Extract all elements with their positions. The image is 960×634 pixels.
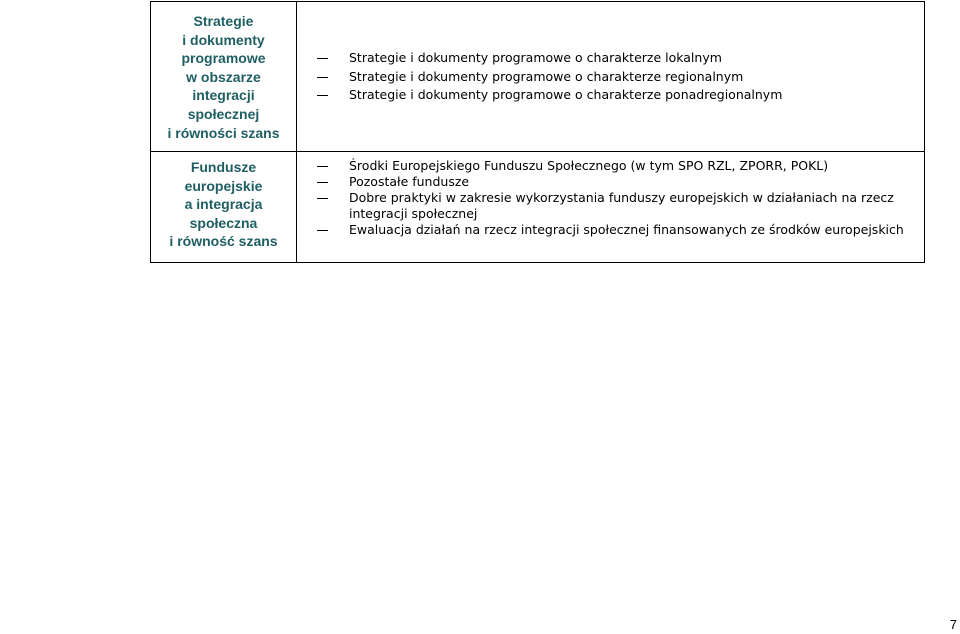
dash-bullet-icon bbox=[317, 77, 328, 78]
page-number: 7 bbox=[949, 617, 957, 632]
row-items-cell bbox=[297, 152, 925, 263]
heading-line: i równość szans bbox=[169, 233, 278, 250]
heading-line: europejskie bbox=[184, 177, 263, 194]
row-heading-strategies bbox=[151, 2, 296, 142]
row-heading-eu-funds bbox=[151, 152, 296, 251]
list-item bbox=[297, 68, 918, 87]
list-item-text: Strategie i dokumenty programowe o charakterze lokalnym bbox=[349, 50, 722, 65]
eu-funds-list bbox=[297, 152, 924, 238]
list-item-text: Dobre praktyki w zakresie wykorzystania funduszy europejskich w działaniach na rzecz integracji społecznej bbox=[349, 190, 894, 221]
heading-line: i dokumenty bbox=[182, 31, 265, 48]
row-heading-cell bbox=[151, 2, 297, 152]
row-heading-cell bbox=[151, 152, 297, 263]
heading-line: Fundusze bbox=[190, 159, 257, 175]
heading-line: społecznej bbox=[187, 105, 260, 122]
dash-bullet-icon bbox=[317, 166, 328, 167]
list-item bbox=[297, 86, 918, 105]
list-item bbox=[297, 174, 918, 190]
list-item-text: Pozostałe fundusze bbox=[349, 174, 470, 189]
dash-bullet-icon bbox=[317, 95, 328, 96]
table-row bbox=[151, 2, 925, 152]
strategies-list bbox=[297, 2, 924, 105]
row-items-cell bbox=[297, 2, 925, 152]
heading-line: społeczna bbox=[189, 214, 258, 231]
list-item bbox=[297, 222, 918, 238]
table-row bbox=[151, 152, 925, 263]
dash-bullet-icon bbox=[317, 58, 328, 59]
list-item bbox=[297, 190, 918, 222]
heading-line: w obszarze bbox=[186, 68, 261, 85]
list-item-text: Ewaluacja działań na rzecz integracji społecznej finansowanych ze środków europejskich bbox=[349, 222, 904, 237]
heading-line: integracji bbox=[192, 87, 255, 104]
list-item-text: Strategie i dokumenty programowe o charakterze regionalnym bbox=[349, 68, 744, 84]
heading-line: i równości szans bbox=[167, 124, 280, 141]
dash-bullet-icon bbox=[317, 182, 328, 183]
heading-line: programowe bbox=[181, 50, 266, 67]
list-item-text: Strategie i dokumenty programowe o charakterze ponadregionalnym bbox=[349, 87, 783, 102]
list-item-text: Środki Europejskiego Funduszu Społecznego (w tym SPO RZL, ZPORR, POKL) bbox=[349, 158, 829, 173]
dash-bullet-icon bbox=[317, 198, 328, 199]
dash-bullet-icon bbox=[317, 230, 328, 231]
list-item bbox=[297, 49, 918, 68]
heading-line: Strategie bbox=[193, 13, 254, 29]
content-table bbox=[150, 1, 925, 263]
list-item bbox=[297, 158, 918, 174]
heading-line: a integracja bbox=[184, 196, 263, 213]
